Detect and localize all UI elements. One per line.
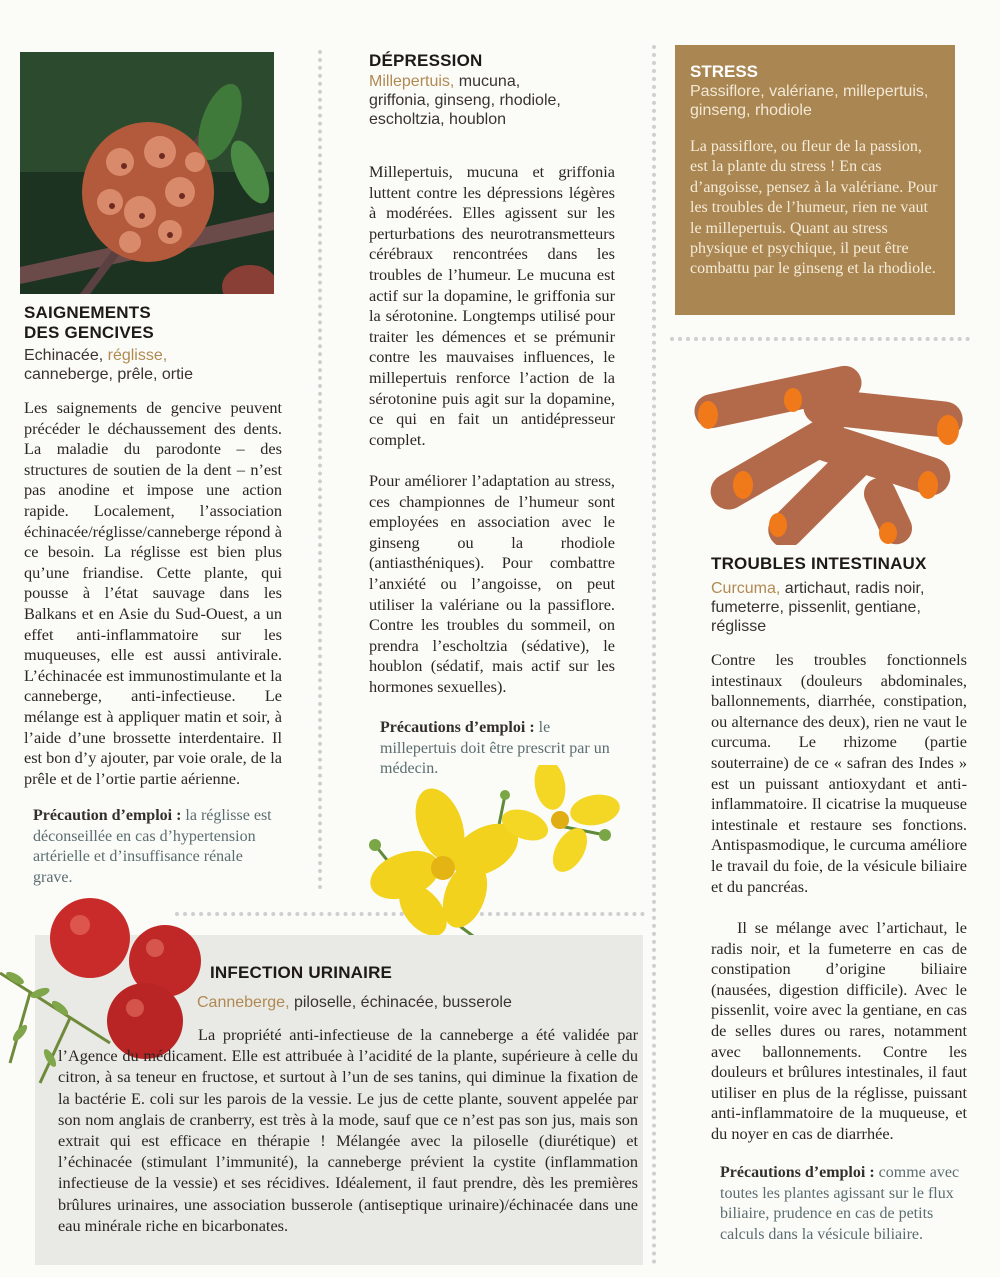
stress-title: STRESS (690, 62, 759, 81)
intestinaux-precaution-text: comme avec toutes les plantes agissant sur le flux biliaire, prudence en cas de petits calculs dans la vésicule biliaire. (720, 1164, 960, 1243)
saignements-precaution (33, 806, 281, 888)
depression-body-1: Millepertuis, mucuna et griffonia luttent contre les dépressions légères à modérées. Elles agissent sur les perturbations des neurotransmetteurs cérébraux rencontrées dans les troubles de l’humeur. Le mucuna est actif sur la dopamine, le griffonia sur la sérotonine. Longtemps utilisé pour traiter les démences et se prémunir contre les mauvaises influences, le millepertuis renforce l’action de la sérotonine puis agit sur la dopamine, ce qui en fait un antidépresseur complet. (369, 162, 615, 449)
urinaire-title: INFECTION URINAIRE (210, 963, 393, 982)
saignements-title: SAIGNEMENTS DES GENCIVES (24, 303, 154, 342)
depression-herbs-highlight: Millepertuis, (369, 73, 455, 90)
row-divider-stress (670, 337, 970, 341)
urinaire-herbs-rest: piloselle, échinacée, busserole (289, 994, 512, 1011)
depression-herbs (369, 72, 569, 129)
saignements-herbs-highlight: réglisse, (107, 347, 168, 364)
depression-precaution-label: Précautions d’emploi : (380, 719, 535, 736)
intestinaux-body-1: Contre les troubles fonctionnels intestinaux (douleurs abdominales, ballonnements, diarrhée, constipation, ou alternance des deux), rien ne vaut le curcuma. Le rhizome (partie souterraine) de ce « safran des Indes » est un puissant antioxydant et anti-inflammatoire. Il cicatrise la muqueuse intestinale et restaure ses fonctions. Antispasmodique, le curcuma améliore le travail du foie, de la vésicule biliaire et du pancréas. (711, 650, 967, 896)
intestinaux-body-2: Il se mélange avec l’artichaut, le radis noir, et la fumeterre en cas de constipation d’origine biliaire (nausées, digestion difficile). Avec le pissenlit, voire avec la gentiane, en cas de selles dures ou rares, notamment avec ballonnements. Contre les douleurs et brûlures intestinales, il faut utiliser en plus de la réglisse, puissant anti-inflammatoire de la muqueuse, et du noyer en cas de diarrhée. (711, 918, 967, 1143)
saignements-herbs-rest: canneberge, prêle, ortie (24, 366, 193, 383)
saignements-precaution-label: Précaution d’emploi : (33, 807, 182, 824)
stress-body: La passiflore, ou fleur de la passion, est la plante du stress ! En cas d’angoisse, pensez à la valériane. Pour les troubles de l’humeur, rien ne vaut le millepertuis. Quant au stress physique et psychique, il peut être combattu par le ginseng et la rhodiole. (690, 138, 938, 278)
urinaire-body: La propriété anti-infectieuse de la canneberge a été validée par l’Agence du médicament. Elle est attribuée à l’acidité de la plante, supérieure à celle du citron, à sa teneur en fructose, et surtout à l’un de ses tanins, qui diminue la fixation de la bactérie E. coli sur les parois de la vessie. Le jus de cette plante, souvent appelée par son nom anglais de cranberry, est très à la mode, sauf que ce n’est pas son jus, mais son extrait qui est efficace en thérapie ! Mélangée avec la piloselle (diurétique) et l’échinacée (stimulant l’immunité), la canneberge prévient la cystite (inflammation infectieuse de la vessie) et ses récidives. Idéalement, il faut prendre, dès les premières brûlures urinaires, une association busserole (antiseptique urinaire)/échinacée dans une eau minérale riche en bicarbonates. (58, 1025, 638, 1235)
intestinaux-herbs-rest: artichaut, radis noir, fumeterre, pissenlit, gentiane, réglisse (711, 580, 925, 635)
depression-body-2: Pour améliorer l’adaptation au stress, ces championnes de l’humeur sont employées en association avec le ginseng ou la rhodiole (antiasthéniques). Pour combattre l’anxiété ou l’angoisse, on peut utiliser la valériane ou la passiflore. Contre les troubles du sommeil, on prendra l’escholtzia (sédative), le houblon (sédatif, mais actif sur les hormones sexuelles). (369, 471, 615, 696)
saignements-herbs-first: Echinacée, (24, 347, 108, 364)
saignements-herbs (24, 346, 304, 384)
depression-herbs-rest: mucuna, griffonia, ginseng, rhodiole, escholtzia, houblon (369, 73, 561, 128)
curcuma-roots-photo (683, 355, 978, 545)
urinaire-herbs-highlight: Canneberge, (197, 994, 290, 1011)
intestinaux-herbs (711, 579, 951, 636)
bidens-flower-photo (20, 52, 274, 294)
intestinaux-precaution (720, 1163, 968, 1245)
column-divider-right (652, 45, 656, 1265)
intestinaux-precaution-label: Précautions d’emploi : (720, 1164, 875, 1181)
saignements-body: Les saignements de gencive peuvent précéder le déchaussement des dents. La maladie du parodonte – des structures de soutien de la dent – n’est pas anodine et impose une action rapide. Localement, l’association échinacée/réglisse/canneberge répond à ce besoin. La réglisse est bien plus qu’une friandise. Cette plante, qui pousse à l’état sauvage dans les Balkans et en Asie du Sud-Ouest, a un effet anti-inflammatoire sur les muqueuses, elle est aussi antivirale. L’échinacée est immunostimulante et la canneberge, anti-infectieuse. Le mélange est à appliquer matin et soir, à l’aide d’une brossette interdentaire. Il est bon d’y ajouter, par voie orale, de la prêle et de l’ortie partie aérienne. (24, 398, 283, 788)
saignements-precaution-text: la réglisse est déconseillée en cas d’hypertension artérielle et d’insuffisance rénale grave. (33, 807, 272, 886)
millepertuis-flower-photo (355, 765, 645, 955)
column-divider-left (318, 50, 322, 890)
depression-title: DÉPRESSION (369, 51, 483, 70)
depression-precaution-text: le millepertuis doit être prescrit par un médecin. (380, 719, 610, 778)
urinaire-herbs (197, 994, 512, 1012)
intestinaux-herbs-highlight: Curcuma, (711, 580, 781, 597)
stress-herbs: Passiflore, valériane, millepertuis, ginseng, rhodiole (690, 83, 929, 119)
intestinaux-title: TROUBLES INTESTINAUX (711, 554, 927, 573)
